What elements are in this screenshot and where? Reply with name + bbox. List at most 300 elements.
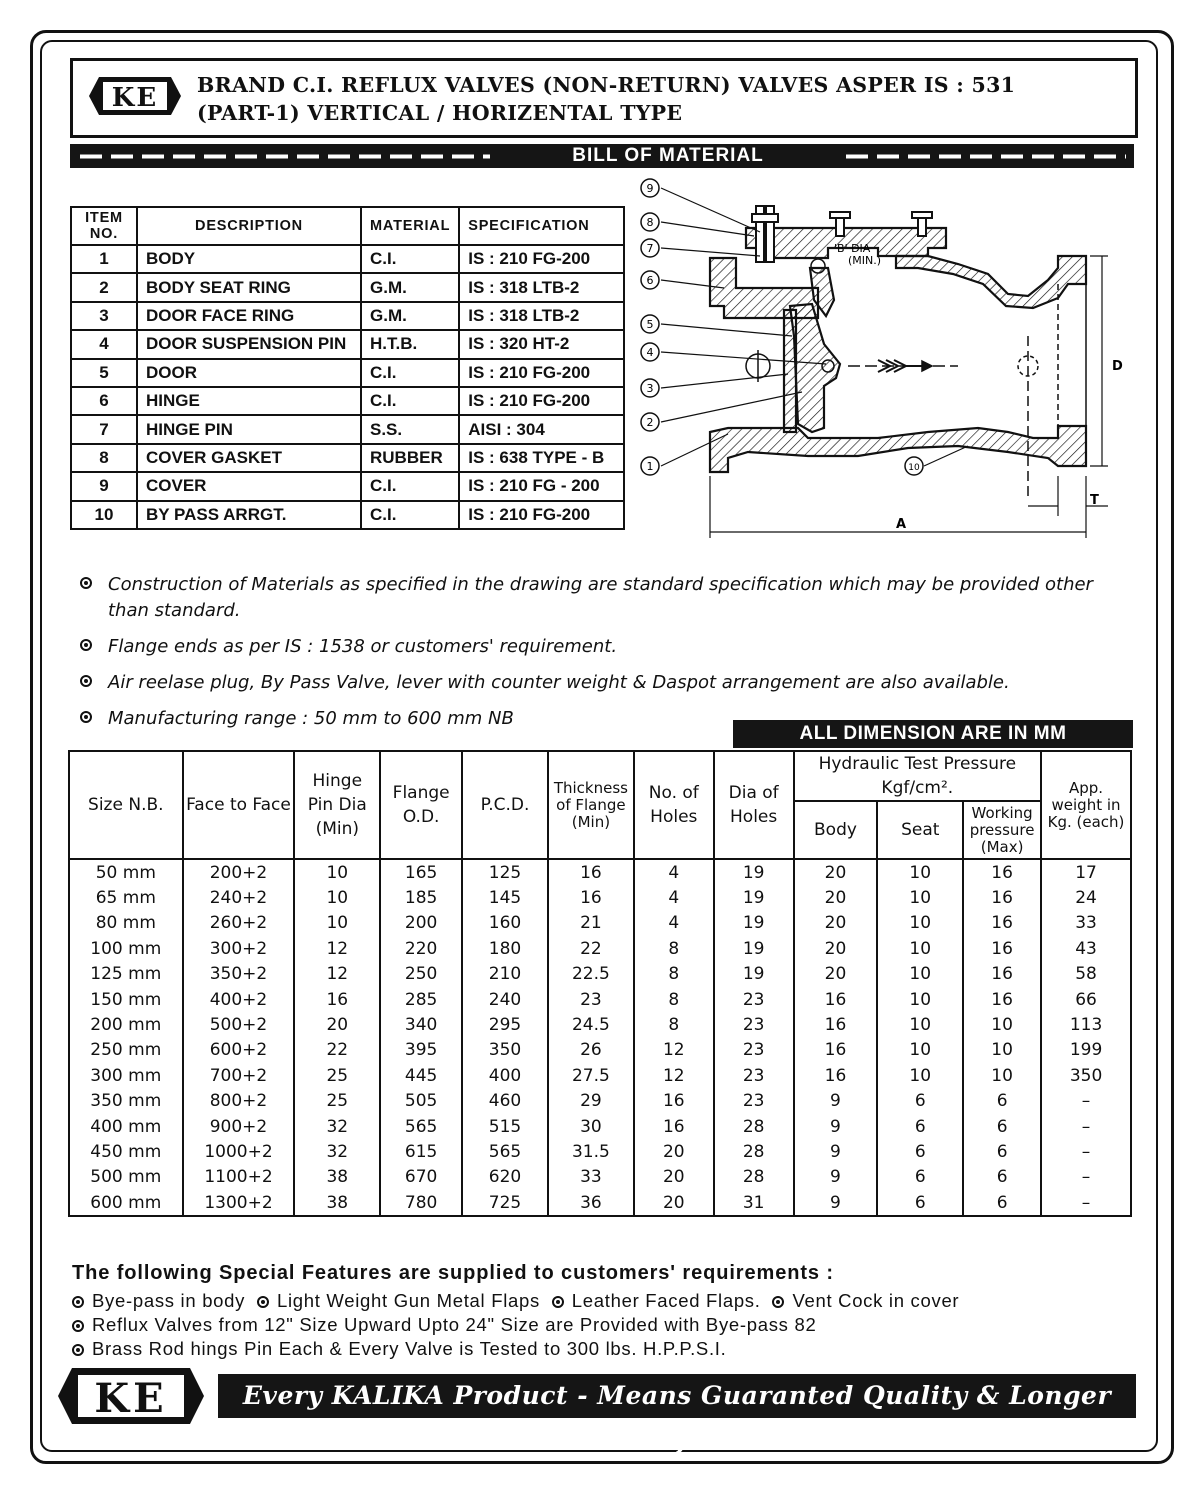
cell-no-of-holes: 20 — [634, 1165, 714, 1190]
cell-hinge-pin-dia: 10 — [294, 859, 380, 885]
bom-header-description: DESCRIPTION — [137, 207, 361, 245]
header-weight: App. weight in Kg. (each) — [1041, 751, 1131, 859]
cell-body-pressure: 9 — [794, 1190, 878, 1216]
bom-cell-specification: IS : 210 FG-200 — [459, 245, 624, 273]
cell-pcd: 180 — [462, 936, 548, 961]
bom-row — [71, 359, 624, 387]
cell-flange-od: 505 — [380, 1089, 462, 1114]
cell-pcd: 400 — [462, 1063, 548, 1088]
bom-cell-item: 1 — [71, 245, 137, 273]
cell-hinge-pin-dia: 25 — [294, 1089, 380, 1114]
cell-flange-od: 285 — [380, 987, 462, 1012]
table-row — [69, 1139, 1131, 1164]
cell-hinge-pin-dia: 10 — [294, 885, 380, 910]
bom-cell-item: 10 — [71, 501, 137, 529]
cell-seat-pressure: 10 — [877, 936, 963, 961]
header-flange-od: Flange O.D. — [380, 751, 462, 859]
bom-cell-specification: AISI : 304 — [459, 415, 624, 443]
cell-thickness: 24.5 — [548, 1012, 634, 1037]
cell-dia-of-holes: 28 — [714, 1139, 794, 1164]
callout-label: 7 — [646, 242, 654, 255]
callout-label: 3 — [646, 382, 654, 395]
title-box — [70, 58, 1138, 138]
cell-no-of-holes: 16 — [634, 1114, 714, 1139]
cell-size: 300 mm — [69, 1063, 183, 1088]
cell-flange-od: 340 — [380, 1012, 462, 1037]
cell-body-pressure: 9 — [794, 1114, 878, 1139]
cell-body-pressure: 20 — [794, 859, 878, 885]
cell-seat-pressure: 10 — [877, 911, 963, 936]
bom-cell-item: 4 — [71, 330, 137, 358]
cell-weight: – — [1041, 1114, 1131, 1139]
callout-6 — [641, 271, 659, 289]
cell-thickness: 26 — [548, 1038, 634, 1063]
table-row — [69, 1012, 1131, 1037]
cell-seat-pressure: 10 — [877, 987, 963, 1012]
bom-cell-specification: IS : 210 FG-200 — [459, 501, 624, 529]
header-no-of-holes: No. of Holes — [634, 751, 714, 859]
cell-face-to-face: 1000+2 — [183, 1139, 295, 1164]
cell-thickness: 21 — [548, 911, 634, 936]
table-row — [69, 936, 1131, 961]
bom-cell-specification: IS : 638 TYPE - B — [459, 444, 624, 472]
cell-face-to-face: 1300+2 — [183, 1190, 295, 1216]
cell-working-pressure: 16 — [963, 885, 1041, 910]
cell-pcd: 295 — [462, 1012, 548, 1037]
valve-body-outline — [710, 228, 1086, 472]
bom-row — [71, 273, 624, 301]
page-title — [197, 71, 1127, 127]
cell-working-pressure: 6 — [963, 1089, 1041, 1114]
bom-cell-description: DOOR — [137, 359, 361, 387]
cell-body-pressure: 16 — [794, 1012, 878, 1037]
note-text: Air reelase plug, By Pass Valve, lever with counter weight & Daspot arrangement are also available. — [108, 672, 1010, 693]
cell-dia-of-holes: 28 — [714, 1114, 794, 1139]
bom-cell-material: S.S. — [361, 415, 459, 443]
cell-weight: – — [1041, 1165, 1131, 1190]
cell-seat-pressure: 6 — [877, 1089, 963, 1114]
bullet-icon — [72, 1344, 84, 1356]
callout-label: 4 — [646, 346, 654, 359]
cell-face-to-face: 700+2 — [183, 1063, 295, 1088]
callout-4 — [641, 343, 659, 361]
notes-list — [78, 572, 1138, 742]
cell-working-pressure: 16 — [963, 911, 1041, 936]
bom-cell-item: 3 — [71, 302, 137, 330]
ke-logo — [89, 77, 181, 115]
cell-dia-of-holes: 23 — [714, 1089, 794, 1114]
table-row — [69, 1165, 1131, 1190]
footer-tagline: Every KALIKA Product - Means Guaranted Quality & Longer Life — [218, 1374, 1136, 1418]
cell-weight: 350 — [1041, 1063, 1131, 1088]
cell-thickness: 22.5 — [548, 962, 634, 987]
callout-label: 1 — [646, 460, 654, 473]
cell-working-pressure: 6 — [963, 1190, 1041, 1216]
cell-hinge-pin-dia: 38 — [294, 1165, 380, 1190]
cell-hinge-pin-dia: 32 — [294, 1139, 380, 1164]
cell-thickness: 27.5 — [548, 1063, 634, 1088]
bom-row — [71, 472, 624, 500]
table-row — [69, 1038, 1131, 1063]
cell-thickness: 22 — [548, 936, 634, 961]
special-features-line-1 — [72, 1289, 1132, 1313]
cell-hinge-pin-dia: 25 — [294, 1063, 380, 1088]
cell-thickness: 31.5 — [548, 1139, 634, 1164]
cell-dia-of-holes: 23 — [714, 1038, 794, 1063]
bullet-icon — [552, 1296, 564, 1308]
cell-flange-od: 565 — [380, 1114, 462, 1139]
title-line-2: (PART-1) VERTICAL / HORIZENTAL TYPE — [197, 101, 683, 125]
cell-face-to-face: 200+2 — [183, 859, 295, 885]
cell-hinge-pin-dia: 12 — [294, 962, 380, 987]
table-row — [69, 962, 1131, 987]
bom-cell-material: G.M. — [361, 273, 459, 301]
dimension-band: ALL DIMENSION ARE IN MM — [733, 720, 1133, 748]
note-text: Construction of Materials as specified in the drawing are standard specification which may be provided other than standard. — [108, 574, 1093, 621]
cell-working-pressure: 16 — [963, 962, 1041, 987]
cell-thickness: 33 — [548, 1165, 634, 1190]
cell-hinge-pin-dia: 10 — [294, 911, 380, 936]
callout-10 — [905, 457, 923, 475]
bom-cell-material: C.I. — [361, 472, 459, 500]
cell-flange-od: 220 — [380, 936, 462, 961]
bom-cell-description: BODY SEAT RING — [137, 273, 361, 301]
cell-weight: 33 — [1041, 911, 1131, 936]
table-row — [69, 1089, 1131, 1114]
cell-pcd: 210 — [462, 962, 548, 987]
cell-size: 450 mm — [69, 1139, 183, 1164]
bom-row — [71, 302, 624, 330]
cell-hinge-pin-dia: 22 — [294, 1038, 380, 1063]
table-row — [69, 1190, 1131, 1216]
band-dashes-right — [846, 154, 1126, 159]
cell-working-pressure: 6 — [963, 1165, 1041, 1190]
bom-cell-description: HINGE PIN — [137, 415, 361, 443]
bom-cell-item: 8 — [71, 444, 137, 472]
cell-flange-od: 670 — [380, 1165, 462, 1190]
cell-face-to-face: 240+2 — [183, 885, 295, 910]
table-row — [69, 885, 1131, 910]
cell-working-pressure: 10 — [963, 1012, 1041, 1037]
cell-working-pressure: 6 — [963, 1114, 1041, 1139]
cell-no-of-holes: 8 — [634, 936, 714, 961]
cell-flange-od: 165 — [380, 859, 462, 885]
cell-pcd: 240 — [462, 987, 548, 1012]
bom-cell-item: 2 — [71, 273, 137, 301]
bom-cell-item: 6 — [71, 387, 137, 415]
cell-pcd: 125 — [462, 859, 548, 885]
bom-cell-material: G.M. — [361, 302, 459, 330]
note-text: Manufacturing range : 50 mm to 600 mm NB — [108, 708, 514, 729]
callout-1 — [641, 457, 659, 475]
cell-pcd: 725 — [462, 1190, 548, 1216]
b-dia-min-label: (MIN.) — [848, 254, 882, 267]
cell-dia-of-holes: 19 — [714, 962, 794, 987]
cell-pcd: 565 — [462, 1139, 548, 1164]
cell-dia-of-holes: 19 — [714, 936, 794, 961]
cell-dia-of-holes: 28 — [714, 1165, 794, 1190]
cell-size: 65 mm — [69, 885, 183, 910]
valve-cross-section-drawing — [628, 176, 1142, 542]
cell-face-to-face: 600+2 — [183, 1038, 295, 1063]
bom-cell-item: 9 — [71, 472, 137, 500]
bullet-icon — [257, 1296, 269, 1308]
svg-text:KE: KE — [94, 1375, 168, 1422]
header-hinge-pin-dia: Hinge Pin Dia (Min) — [294, 751, 380, 859]
bullet-icon — [80, 711, 92, 723]
cell-weight: 113 — [1041, 1012, 1131, 1037]
bom-title: BILL OF MATERIAL — [572, 145, 764, 166]
feature-item: Bye-pass in body — [92, 1290, 246, 1311]
table-row — [69, 987, 1131, 1012]
note-item — [78, 572, 1138, 624]
cell-body-pressure: 9 — [794, 1165, 878, 1190]
cell-thickness: 23 — [548, 987, 634, 1012]
cell-seat-pressure: 10 — [877, 1063, 963, 1088]
bom-row — [71, 387, 624, 415]
cell-dia-of-holes: 19 — [714, 859, 794, 885]
cell-no-of-holes: 20 — [634, 1139, 714, 1164]
cell-face-to-face: 260+2 — [183, 911, 295, 936]
svg-text:KE: KE — [111, 83, 159, 113]
cell-body-pressure: 9 — [794, 1139, 878, 1164]
bom-cell-description: BY PASS ARRGT. — [137, 501, 361, 529]
cell-working-pressure: 10 — [963, 1038, 1041, 1063]
cell-pcd: 460 — [462, 1089, 548, 1114]
cell-seat-pressure: 10 — [877, 1038, 963, 1063]
bom-band — [70, 144, 1134, 168]
cell-size: 125 mm — [69, 962, 183, 987]
cell-dia-of-holes: 23 — [714, 987, 794, 1012]
cell-face-to-face: 900+2 — [183, 1114, 295, 1139]
cell-size: 250 mm — [69, 1038, 183, 1063]
cell-seat-pressure: 6 — [877, 1165, 963, 1190]
bom-cell-description: BODY — [137, 245, 361, 273]
bullet-icon — [72, 1296, 84, 1308]
callout-7 — [641, 239, 659, 257]
cell-body-pressure: 16 — [794, 987, 878, 1012]
cell-hinge-pin-dia: 16 — [294, 987, 380, 1012]
cell-hinge-pin-dia: 32 — [294, 1114, 380, 1139]
bullet-icon — [80, 577, 92, 589]
cell-face-to-face: 500+2 — [183, 1012, 295, 1037]
callout-label: 10 — [908, 463, 920, 473]
cell-weight: – — [1041, 1089, 1131, 1114]
feature-item: Light Weight Gun Metal Flaps — [276, 1290, 540, 1311]
cell-hinge-pin-dia: 20 — [294, 1012, 380, 1037]
header-dia-of-holes: Dia of Holes — [714, 751, 794, 859]
cell-weight: 199 — [1041, 1038, 1131, 1063]
table-row — [69, 859, 1131, 885]
table-row — [69, 1063, 1131, 1088]
bom-header-item: ITEM NO. — [71, 207, 137, 245]
cell-hinge-pin-dia: 38 — [294, 1190, 380, 1216]
cell-flange-od: 200 — [380, 911, 462, 936]
bom-cell-specification: IS : 210 FG-200 — [459, 387, 624, 415]
cell-no-of-holes: 4 — [634, 911, 714, 936]
bom-cell-item: 7 — [71, 415, 137, 443]
bom-cell-specification: IS : 210 FG-200 — [459, 359, 624, 387]
bom-cell-description: HINGE — [137, 387, 361, 415]
cell-body-pressure: 9 — [794, 1089, 878, 1114]
cell-working-pressure: 16 — [963, 936, 1041, 961]
cell-working-pressure: 6 — [963, 1139, 1041, 1164]
special-features — [72, 1262, 1132, 1361]
bom-cell-specification: IS : 320 HT-2 — [459, 330, 624, 358]
callout-9 — [641, 179, 659, 197]
cell-no-of-holes: 8 — [634, 1012, 714, 1037]
bom-cell-material: C.I. — [361, 245, 459, 273]
cell-size: 150 mm — [69, 987, 183, 1012]
callout-8 — [641, 213, 659, 231]
callout-label: 5 — [646, 318, 654, 331]
cell-seat-pressure: 10 — [877, 962, 963, 987]
cell-face-to-face: 400+2 — [183, 987, 295, 1012]
header-seat: Seat — [877, 801, 963, 859]
bom-header-row — [71, 207, 624, 245]
bom-row — [71, 330, 624, 358]
cell-thickness: 36 — [548, 1190, 634, 1216]
dim-d-label: D — [1112, 359, 1123, 374]
bullet-icon — [80, 639, 92, 651]
bom-row — [71, 245, 624, 273]
bom-cell-material: RUBBER — [361, 444, 459, 472]
cell-dia-of-holes: 23 — [714, 1012, 794, 1037]
cell-flange-od: 395 — [380, 1038, 462, 1063]
cell-pcd: 160 — [462, 911, 548, 936]
callout-label: 8 — [646, 216, 654, 229]
dims-header-row — [69, 751, 1131, 801]
header-body: Body — [794, 801, 878, 859]
cell-seat-pressure: 6 — [877, 1114, 963, 1139]
cell-size: 400 mm — [69, 1114, 183, 1139]
cell-thickness: 29 — [548, 1089, 634, 1114]
note-item — [78, 634, 1138, 660]
cell-no-of-holes: 4 — [634, 885, 714, 910]
bullet-icon — [80, 675, 92, 687]
header-thickness: Thickness of Flange (Min) — [548, 751, 634, 859]
cell-flange-od: 250 — [380, 962, 462, 987]
cell-weight: 66 — [1041, 987, 1131, 1012]
cell-pcd: 515 — [462, 1114, 548, 1139]
header-working-pressure: Working pressure (Max) — [963, 801, 1041, 859]
cell-dia-of-holes: 19 — [714, 885, 794, 910]
bom-cell-description: DOOR SUSPENSION PIN — [137, 330, 361, 358]
cell-dia-of-holes: 31 — [714, 1190, 794, 1216]
bom-row — [71, 444, 624, 472]
header-hydraulic-pressure: Hydraulic Test Pressure Kgf/cm². — [794, 751, 1042, 801]
cell-weight: 24 — [1041, 885, 1131, 910]
bom-cell-material: C.I. — [361, 387, 459, 415]
header-size: Size N.B. — [69, 751, 183, 859]
cell-flange-od: 445 — [380, 1063, 462, 1088]
cell-seat-pressure: 10 — [877, 885, 963, 910]
cell-working-pressure: 16 — [963, 987, 1041, 1012]
dim-a-label: A — [896, 517, 907, 532]
cell-body-pressure: 20 — [794, 936, 878, 961]
bom-cell-specification: IS : 318 LTB-2 — [459, 273, 624, 301]
cell-pcd: 620 — [462, 1165, 548, 1190]
callout-label: 2 — [646, 416, 654, 429]
callout-label: 6 — [646, 274, 654, 287]
cell-no-of-holes: 8 — [634, 987, 714, 1012]
cell-body-pressure: 16 — [794, 1063, 878, 1088]
bom-cell-material: H.T.B. — [361, 330, 459, 358]
cell-no-of-holes: 12 — [634, 1038, 714, 1063]
dimensions-table — [68, 750, 1132, 1217]
bom-cell-description: DOOR FACE RING — [137, 302, 361, 330]
cell-size: 350 mm — [69, 1089, 183, 1114]
bom-table — [70, 206, 625, 530]
bom-cell-material: C.I. — [361, 501, 459, 529]
bom-header-material: MATERIAL — [361, 207, 459, 245]
callout-label: 9 — [646, 182, 654, 195]
cell-thickness: 30 — [548, 1114, 634, 1139]
cell-seat-pressure: 10 — [877, 1012, 963, 1037]
bom-cell-material: C.I. — [361, 359, 459, 387]
cell-size: 200 mm — [69, 1012, 183, 1037]
note-text: Flange ends as per IS : 1538 or customers' requirement. — [108, 636, 618, 657]
cell-body-pressure: 16 — [794, 1038, 878, 1063]
cell-dia-of-holes: 23 — [714, 1063, 794, 1088]
cell-thickness: 16 — [548, 885, 634, 910]
special-features-title: The following Special Features are supplied to customers' requirements : — [72, 1262, 834, 1284]
special-features-line-3 — [72, 1337, 1132, 1361]
cell-no-of-holes: 4 — [634, 859, 714, 885]
cell-face-to-face: 300+2 — [183, 936, 295, 961]
cell-face-to-face: 800+2 — [183, 1089, 295, 1114]
cell-size: 600 mm — [69, 1190, 183, 1216]
cell-working-pressure: 16 — [963, 859, 1041, 885]
cell-hinge-pin-dia: 12 — [294, 936, 380, 961]
cell-size: 80 mm — [69, 911, 183, 936]
cell-face-to-face: 1100+2 — [183, 1165, 295, 1190]
cell-body-pressure: 20 — [794, 885, 878, 910]
cell-flange-od: 615 — [380, 1139, 462, 1164]
feature-item: Brass Rod hings Pin Each & Every Valve is Tested to 300 lbs. H.P.P.S.I. — [92, 1338, 727, 1359]
cell-weight: 17 — [1041, 859, 1131, 885]
table-row — [69, 911, 1131, 936]
cell-size: 500 mm — [69, 1165, 183, 1190]
special-features-line-2 — [72, 1313, 1132, 1337]
bullet-icon — [772, 1296, 784, 1308]
feature-item: Leather Faced Flaps. — [571, 1290, 761, 1311]
bom-cell-item: 5 — [71, 359, 137, 387]
cell-seat-pressure: 6 — [877, 1190, 963, 1216]
bom-row — [71, 501, 624, 529]
cell-working-pressure: 10 — [963, 1063, 1041, 1088]
bom-cell-specification: IS : 318 LTB-2 — [459, 302, 624, 330]
cell-body-pressure: 20 — [794, 911, 878, 936]
note-item — [78, 670, 1138, 696]
cell-no-of-holes: 20 — [634, 1190, 714, 1216]
cell-flange-od: 185 — [380, 885, 462, 910]
cell-seat-pressure: 10 — [877, 859, 963, 885]
bom-row — [71, 415, 624, 443]
bom-cell-specification: IS : 210 FG - 200 — [459, 472, 624, 500]
cell-pcd: 145 — [462, 885, 548, 910]
cell-no-of-holes: 12 — [634, 1063, 714, 1088]
header-face-to-face: Face to Face — [183, 751, 295, 859]
b-dia-label: 'B' DIA — [834, 242, 871, 255]
cell-no-of-holes: 8 — [634, 962, 714, 987]
cell-no-of-holes: 16 — [634, 1089, 714, 1114]
cell-weight: – — [1041, 1190, 1131, 1216]
callout-5 — [641, 315, 659, 333]
cell-weight: 58 — [1041, 962, 1131, 987]
cell-face-to-face: 350+2 — [183, 962, 295, 987]
cell-thickness: 16 — [548, 859, 634, 885]
